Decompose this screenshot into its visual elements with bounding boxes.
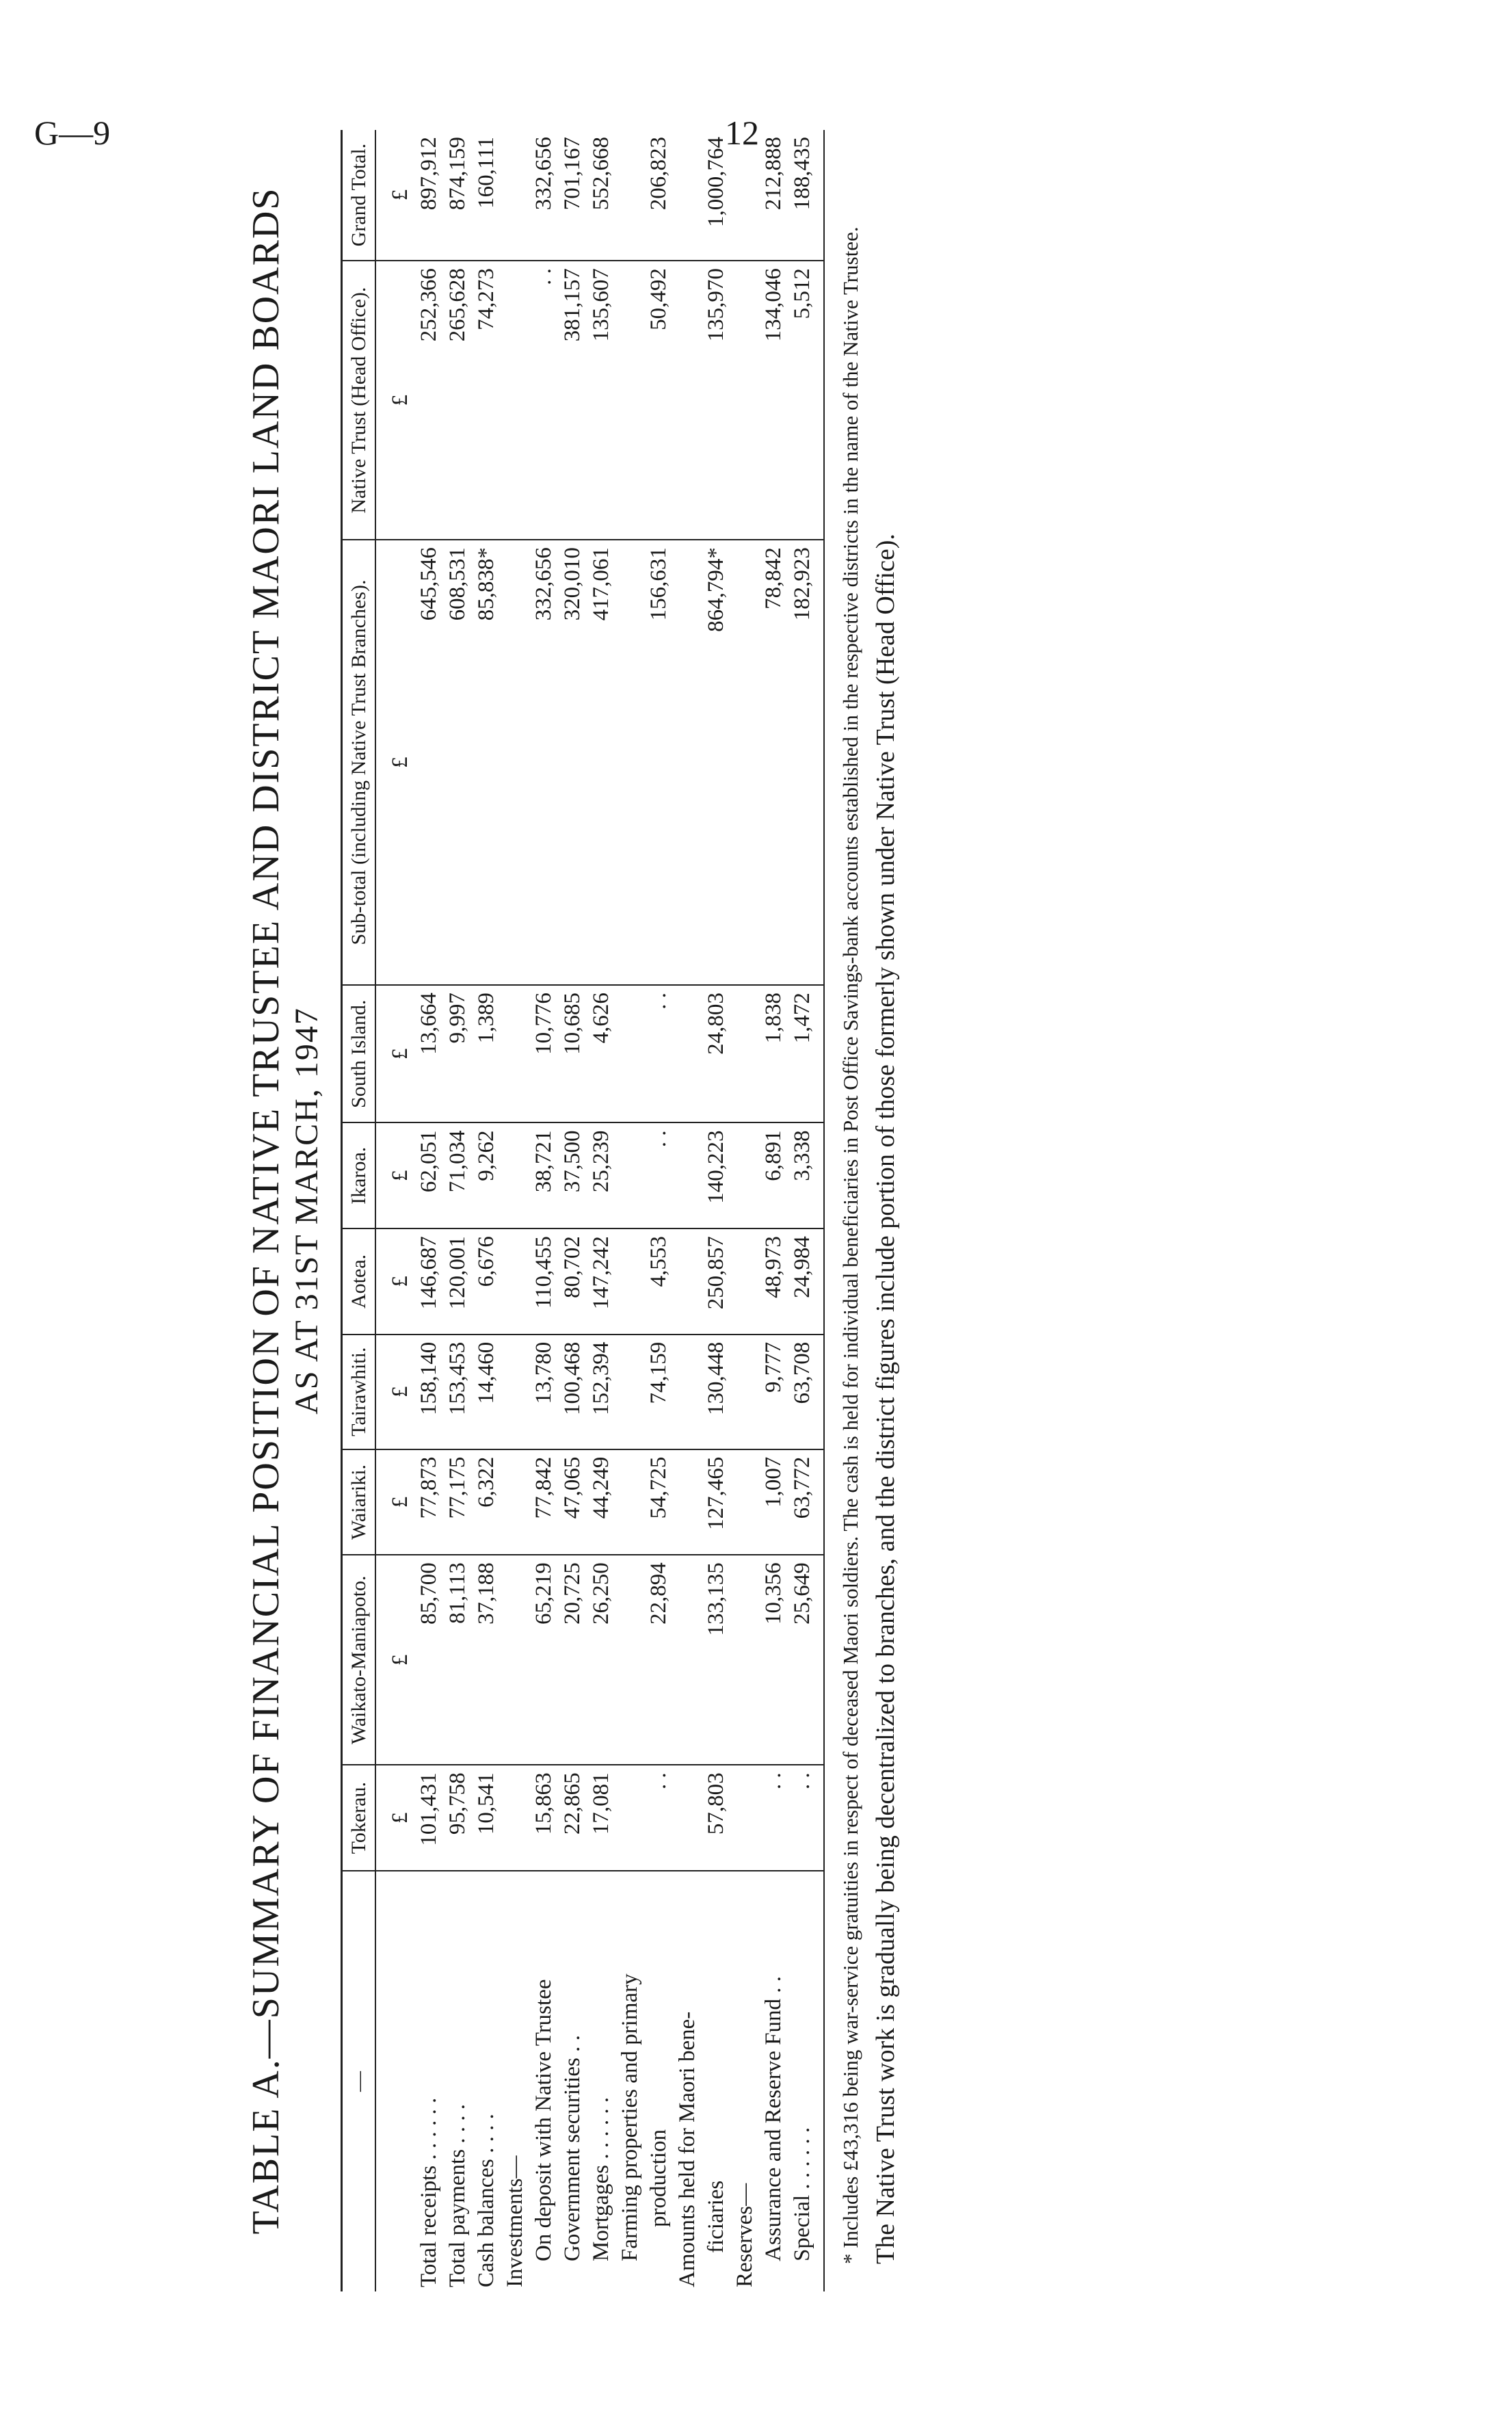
row-label: Total payments . . . . xyxy=(445,2103,470,2287)
value-cell: 897,912 xyxy=(414,130,443,261)
value-cell: 252,366 xyxy=(414,261,443,540)
unit-cell: £ xyxy=(375,1449,414,1555)
column-header-ikaroa: Ikaroa. xyxy=(341,1122,375,1228)
value-cell: 9,777 xyxy=(759,1335,788,1449)
value-cell: 127,465 xyxy=(673,1449,730,1555)
explanatory-note: The Native Trust work is gradually being decentralized to branches, and the district figures include portion of those formerly shown under Native Trust (Head Office). xyxy=(871,534,900,2264)
value-cell: 320,010 xyxy=(558,540,587,985)
unit-cell: £ xyxy=(375,130,414,261)
value-cell: 645,546 xyxy=(414,540,443,985)
value-cell: 71,034 xyxy=(443,1122,472,1228)
value-cell: 552,668 xyxy=(587,130,615,261)
value-cell: 874,159 xyxy=(443,130,472,261)
value-cell: 22,865 xyxy=(558,1765,587,1871)
value-cell: 135,970 xyxy=(673,261,730,540)
value-cell: 608,531 xyxy=(443,540,472,985)
value-cell: 74,159 xyxy=(615,1335,673,1449)
value-cell: 3,338 xyxy=(788,1122,824,1228)
value-cell: 332,656 xyxy=(529,540,558,985)
value-cell: 10,356 xyxy=(759,1555,788,1765)
value-cell: 146,687 xyxy=(414,1228,443,1335)
row-label: Assurance and Reserve Fund . . xyxy=(761,1976,786,2261)
table-row-assurance-reserve xyxy=(759,130,788,2291)
value-cell: 1,389 xyxy=(472,985,501,1122)
value-cell: 332,656 xyxy=(529,130,558,261)
value-cell: 5,512 xyxy=(788,261,824,540)
value-cell: 77,842 xyxy=(529,1449,558,1555)
value-cell: 13,780 xyxy=(529,1335,558,1449)
row-label: Government securities . . xyxy=(560,2035,585,2261)
value-cell: 120,001 xyxy=(443,1228,472,1335)
value-cell: 57,803 xyxy=(673,1765,730,1871)
value-cell: 153,453 xyxy=(443,1335,472,1449)
page-number: 12 xyxy=(725,114,759,152)
column-header-label: — xyxy=(341,1871,375,2291)
financial-summary-table xyxy=(341,130,825,2291)
table-title: TABLE A.—SUMMARY OF FINANCIAL POSITION OF NATIVE TRUSTEE AND DISTRICT MAORI LAND BOARDS xyxy=(245,187,287,2235)
column-header-waikato-maniapoto: Waikato-Maniapoto. xyxy=(341,1555,375,1765)
value-cell: 63,708 xyxy=(788,1335,824,1449)
value-cell: 14,460 xyxy=(472,1335,501,1449)
value-cell: 101,431 xyxy=(414,1765,443,1871)
value-cell: 6,676 xyxy=(472,1228,501,1335)
value-cell: 13,664 xyxy=(414,985,443,1122)
table-row-government-securities xyxy=(558,130,587,2291)
row-label xyxy=(673,1871,730,2291)
table-notes xyxy=(837,130,903,2291)
unit-row xyxy=(375,130,414,2291)
row-label xyxy=(615,1871,673,2291)
value-cell: 65,219 xyxy=(529,1555,558,1765)
value-cell: 152,394 xyxy=(587,1335,615,1449)
unit-cell: £ xyxy=(375,1765,414,1871)
row-label-continuation: production xyxy=(646,2129,672,2227)
table-row-cash-balances xyxy=(472,130,501,2291)
value-cell: 130,448 xyxy=(673,1335,730,1449)
value-cell: . . xyxy=(759,1765,788,1871)
value-cell: 206,823 xyxy=(615,130,673,261)
value-cell: 95,758 xyxy=(443,1765,472,1871)
table-row-mortgages xyxy=(587,130,615,2291)
value-cell: 81,113 xyxy=(443,1555,472,1765)
table-row-total-payments xyxy=(443,130,472,2291)
row-label-line: Amounts held for Maori bene- xyxy=(675,2011,700,2287)
value-cell: 77,175 xyxy=(443,1449,472,1555)
value-cell: 158,140 xyxy=(414,1335,443,1449)
value-cell: 54,725 xyxy=(615,1449,673,1555)
value-cell: 26,250 xyxy=(587,1555,615,1765)
value-cell: 133,135 xyxy=(673,1555,730,1765)
value-cell: 864,794* xyxy=(673,540,730,985)
value-cell: 265,628 xyxy=(443,261,472,540)
value-cell: 77,873 xyxy=(414,1449,443,1555)
value-cell: 24,984 xyxy=(788,1228,824,1335)
value-cell: 85,838* xyxy=(472,540,501,985)
section-heading: Reserves— xyxy=(732,2183,758,2287)
row-label-continuation: ficiaries xyxy=(704,2180,729,2253)
value-cell: 63,772 xyxy=(788,1449,824,1555)
value-cell: 10,685 xyxy=(558,985,587,1122)
value-cell: 17,081 xyxy=(587,1765,615,1871)
table-row-special xyxy=(788,130,824,2291)
page-reference: G—9 xyxy=(34,114,111,152)
value-cell: 140,223 xyxy=(673,1122,730,1228)
value-cell: 22,894 xyxy=(615,1555,673,1765)
value-cell: . . xyxy=(615,1122,673,1228)
column-header-grand-total: Grand Total. xyxy=(341,130,375,261)
value-cell: 6,322 xyxy=(472,1449,501,1555)
value-cell: 37,188 xyxy=(472,1555,501,1765)
value-cell: 25,239 xyxy=(587,1122,615,1228)
value-cell: 147,242 xyxy=(587,1228,615,1335)
value-cell: . . xyxy=(615,1765,673,1871)
value-cell: 417,061 xyxy=(587,540,615,985)
value-cell: 4,553 xyxy=(615,1228,673,1335)
section-heading: Investments— xyxy=(503,2155,528,2287)
value-cell: 44,249 xyxy=(587,1449,615,1555)
table-row-on-deposit xyxy=(529,130,558,2291)
value-cell: 381,157 xyxy=(558,261,587,540)
value-cell: 250,857 xyxy=(673,1228,730,1335)
header-row xyxy=(341,130,375,2291)
value-cell: 100,468 xyxy=(558,1335,587,1449)
value-cell: 188,435 xyxy=(788,130,824,261)
table-row-reserves-header xyxy=(730,130,759,2291)
rotated-table-page xyxy=(246,130,1204,2291)
value-cell: 9,997 xyxy=(443,985,472,1122)
unit-label-cell xyxy=(375,1871,414,2291)
value-cell: 48,973 xyxy=(759,1228,788,1335)
value-cell: 182,923 xyxy=(788,540,824,985)
table-subtitle: AS AT 31ST MARCH, 1947 xyxy=(288,1007,325,1415)
value-cell: . . xyxy=(529,261,558,540)
value-cell: 9,262 xyxy=(472,1122,501,1228)
column-header-head-office: Native Trust (Head Office). xyxy=(341,261,375,540)
unit-cell: £ xyxy=(375,985,414,1122)
value-cell: 134,046 xyxy=(759,261,788,540)
row-label: Cash balances . . . . xyxy=(474,2114,499,2287)
value-cell: 110,455 xyxy=(529,1228,558,1335)
value-cell: 156,631 xyxy=(615,540,673,985)
value-cell: 74,273 xyxy=(472,261,501,540)
value-cell: 701,167 xyxy=(558,130,587,261)
table-row-total-receipts xyxy=(414,130,443,2291)
value-cell: 78,842 xyxy=(759,540,788,985)
unit-cell: £ xyxy=(375,1335,414,1449)
table-row-farming-properties xyxy=(615,130,673,2291)
unit-cell: £ xyxy=(375,1122,414,1228)
value-cell: 1,007 xyxy=(759,1449,788,1555)
value-cell: 37,500 xyxy=(558,1122,587,1228)
row-label-line: Farming properties and primary xyxy=(618,1973,643,2261)
unit-cell: £ xyxy=(375,261,414,540)
value-cell: 10,541 xyxy=(472,1765,501,1871)
value-cell: 4,626 xyxy=(587,985,615,1122)
column-header-aotea: Aotea. xyxy=(341,1228,375,1335)
row-label: Total receipts . . . . . . xyxy=(416,2097,442,2287)
footnote: * Includes £43,316 being war-service gratuities in respect of deceased Maori soldiers. The cash is held for individual beneficiaries in Post Office Savings-bank accounts established in the respective districts in the name of the Native Trustee. xyxy=(838,226,863,2264)
value-cell: . . xyxy=(615,985,673,1122)
unit-cell: £ xyxy=(375,1555,414,1765)
value-cell: 6,891 xyxy=(759,1122,788,1228)
value-cell: 47,065 xyxy=(558,1449,587,1555)
value-cell: 135,607 xyxy=(587,261,615,540)
value-cell: 80,702 xyxy=(558,1228,587,1335)
column-header-tairawhiti: Tairawhiti. xyxy=(341,1335,375,1449)
value-cell: 85,700 xyxy=(414,1555,443,1765)
value-cell: 62,051 xyxy=(414,1122,443,1228)
value-cell: 1,472 xyxy=(788,985,824,1122)
column-header-waiariki: Waiariki. xyxy=(341,1449,375,1555)
value-cell: 160,111 xyxy=(472,130,501,261)
unit-cell: £ xyxy=(375,1228,414,1335)
value-cell: 1,838 xyxy=(759,985,788,1122)
value-cell: 50,492 xyxy=(615,261,673,540)
column-header-south-island: South Island. xyxy=(341,985,375,1122)
row-label: Special . . . . . . xyxy=(788,1871,824,2291)
value-cell: . . xyxy=(788,1765,824,1871)
value-cell: 24,803 xyxy=(673,985,730,1122)
column-header-subtotal: Sub-total (including Native Trust Branches). xyxy=(341,540,375,985)
unit-cell: £ xyxy=(375,540,414,985)
row-label: On deposit with Native Trustee xyxy=(531,1979,557,2261)
value-cell: 212,888 xyxy=(759,130,788,261)
value-cell: 1,000,764 xyxy=(673,130,730,261)
value-cell: 15,863 xyxy=(529,1765,558,1871)
column-header-tokerau: Tokerau. xyxy=(341,1765,375,1871)
table-row-amounts-held xyxy=(673,130,730,2291)
value-cell: 25,649 xyxy=(788,1555,824,1765)
table-row-investments-header xyxy=(501,130,529,2291)
row-label: Mortgages . . . . . . xyxy=(589,2097,614,2261)
value-cell: 38,721 xyxy=(529,1122,558,1228)
value-cell: 10,776 xyxy=(529,985,558,1122)
value-cell: 20,725 xyxy=(558,1555,587,1765)
